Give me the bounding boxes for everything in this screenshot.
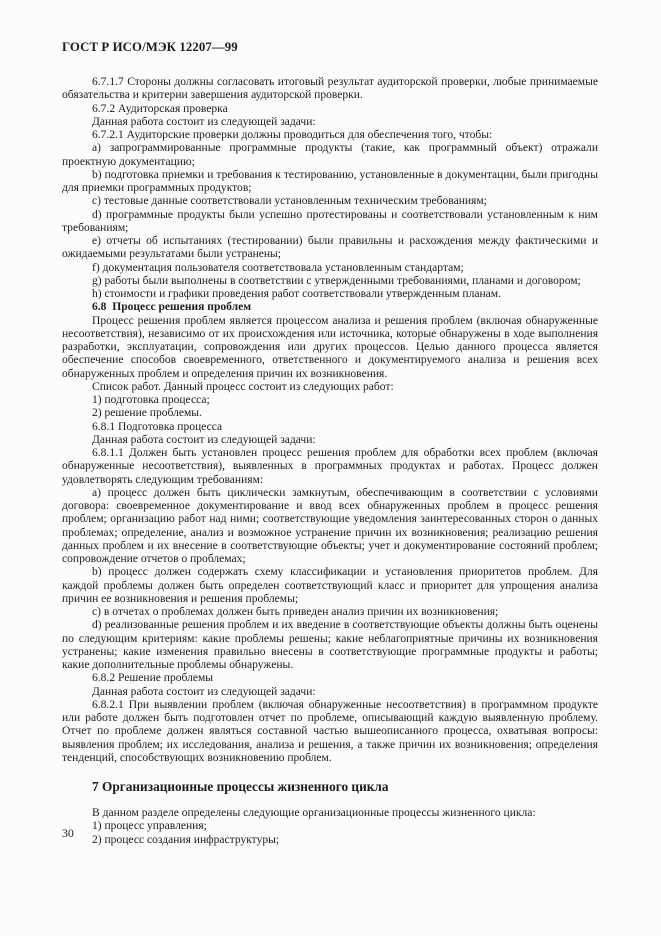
- paragraph: 6.7.1.7 Стороны должны согласовать итоговый результат аудиторской проверки, любые принимаемые обязательства и критерии завершения аудиторской проверки.: [62, 76, 598, 102]
- list-item: b) процесс должен содержать схему классификации и установления приоритетов проблем. Для каждой проблемы должен быть определен соответствующий класс и приоритет для упрощения анализа причин ее возникновения и решения проблемы;: [62, 566, 598, 605]
- list-item: 2) процесс создания инфраструктуры;: [92, 833, 280, 846]
- list-item: a) запрограммированные программные продукты (такие, как программный объект) отражали проектную документацию;: [62, 142, 598, 168]
- list-item: d) программные продукты были успешно протестированы и соответствовали установленным к ним требованиям;: [62, 208, 598, 234]
- section-heading: 7 Организационные процессы жизненного цикла: [92, 779, 389, 794]
- list-item: g) работы были выполнены в соответствии с утвержденными требованиями, планами и договором;: [92, 274, 581, 287]
- subsection-heading: [62, 301, 598, 314]
- subsection-title: 6.8.1 Подготовка процесса: [92, 420, 223, 433]
- paragraph: 6.8.1.1 Должен быть установлен процесс решения проблем для обработки всех проблем (включая обнаруженные несоответствия), выявленных в программных продуктах и работах. Процесс должен удовлетворять следующим требованиям:: [62, 447, 598, 486]
- subsection-title: 6.8.2 Решение проблемы: [92, 672, 214, 685]
- list-item: a) процесс должен быть циклически замкнутым, обеспечивающим в соответствии с условиями договора: своевременное документирование и ввод всех обнаруженных проблем в процесс решения проблем; организацию работ над ними; соответствующие уведомления заинтересованных сторон о данных проблемах; определение, анализ и возможное устранение причин их возникновения; реализацию решения данных проблем и их внесение в соответствующие объекты; учет и документирование состояний проблем; сопровождение отчетов о проблемах;: [62, 486, 598, 565]
- subsection-number: 6.8: [92, 301, 107, 314]
- paragraph: В данном разделе определены следующие организационные процессы жизненного цикла:: [92, 807, 536, 819]
- document-header: ГОСТ Р ИСО/МЭК 12207—99: [62, 40, 238, 54]
- paragraph: Процесс решения проблем является процессом анализа и решения проблем (включая обнаруженные несоответствия), независимо от их происхождения или источника, которые обнаружены в ходе выполнения разработки, эксплуатации, сопровождения или других процессов. Целью данного процесса является обеспечение способов своевременного, ответственного и документируемого анализа и решения всех обнаруженных проблем и определения причин их возникновения.: [62, 314, 598, 380]
- paragraph: Данная работа состоит из следующей задачи:: [92, 685, 316, 698]
- list-item: b) подготовка приемки и требования к тестированию, установленные в документации, были пригодны для приемки программных продуктов;: [62, 168, 598, 194]
- list-item: c) тестовые данные соответствовали установленным техническим требованиям;: [92, 195, 487, 208]
- list-item: h) стоимости и графики проведения работ соответствовали утвержденным планам.: [92, 288, 501, 300]
- list-item: e) отчеты об испытаниях (тестировании) были правильны и расхождения между фактическими и ожидаемыми результатами были устранены;: [62, 235, 598, 261]
- list-item: f) документация пользователя соответствовала установленным стандартам;: [92, 261, 464, 274]
- page-number: 30: [62, 826, 74, 840]
- paragraph: Данная работа состоит из следующей задачи:: [92, 115, 316, 128]
- list-item: 1) процесс управления;: [92, 820, 207, 833]
- page-body: [62, 76, 598, 847]
- list-item: 2) решение проблемы.: [92, 407, 202, 420]
- list-item: d) реализованные решения проблем и их введение в соответствующие объекты должны быть оценены по следующим критериям: какие проблемы решены; какие неблагоприятные причины их возникновения устранены; какие изменения правильно внесены в соответствующие программные продукты и работы; какие дополнительные проблемы обнаружены.: [62, 619, 598, 671]
- paragraph: 6.7.2.1 Аудиторские проверки должны проводиться для обеспечения того, чтобы:: [92, 129, 493, 141]
- list-item: c) в отчетах о проблемах должен быть приведен анализ причин их возникновения;: [92, 606, 499, 618]
- paragraph: 6.8.2.1 При выявлении проблем (включая обнаруженные несоответствия) в программном продукте или работе должен быть подготовлен отчет по проблеме, описывающий каждую выявленную проблему. Отчет по проблеме должен являться составной частью вышеописанного процесса, охватывая вопросы: выявления проблем; их исследования, анализа и решения, а также причин их возникновения; определения тенденций, способствующих возникновению проблем.: [62, 698, 598, 764]
- paragraph: Данная работа состоит из следующей задачи:: [92, 433, 316, 446]
- list-item: 1) подготовка процесса;: [92, 394, 210, 406]
- paragraph: Список работ. Данный процесс состоит из следующих работ:: [92, 380, 394, 393]
- subsection-title: Процесс решения проблем: [112, 301, 252, 314]
- subsection-title: 6.7.2 Аудиторская проверка: [92, 102, 228, 115]
